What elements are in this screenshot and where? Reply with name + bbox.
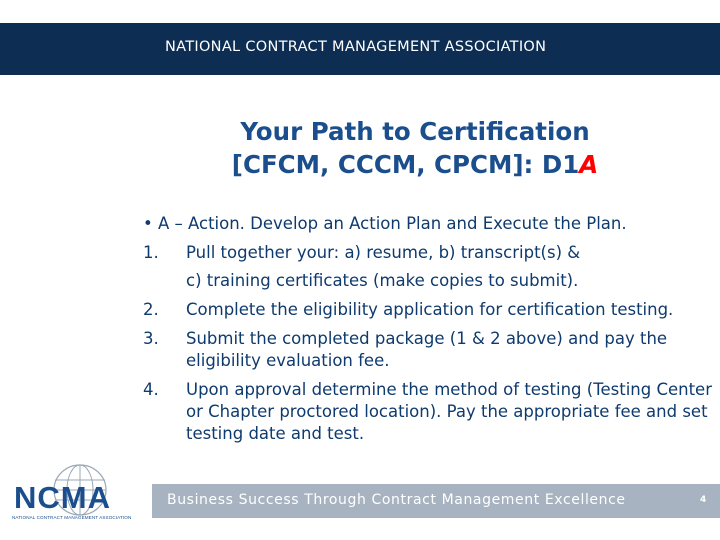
step-text: Submit the completed package (1 & 2 above) and pay the eligibility evaluation fee. (186, 329, 668, 370)
step-text: Complete the eligibility application for certification testing. (186, 300, 674, 319)
bullet-text: A – Action. Develop an Action Plan and Execute the Plan. (157, 214, 627, 233)
logo-wordmark: NCMA (14, 480, 111, 515)
slide-title (195, 115, 635, 181)
title-line-2 (195, 148, 635, 181)
bullet-item (143, 213, 718, 235)
step-item-4 (143, 379, 718, 445)
step-number: 3. (143, 329, 159, 348)
bullet-marker: • (143, 214, 153, 233)
step-item-3 (143, 328, 718, 372)
step-text-line: c) training certificates (make copies to submit). (186, 271, 579, 290)
step-text-line: Pull together your: a) resume, b) transcript(s) & (186, 243, 581, 262)
step-number: 1. (143, 243, 159, 262)
footer-tagline: Business Success Through Contract Management Excellence (167, 492, 626, 508)
step-number: 2. (143, 300, 159, 319)
step-item-2 (143, 299, 718, 321)
title-accent-letter: A (579, 150, 599, 179)
step-item-1-continued (143, 270, 718, 292)
organization-name: NATIONAL CONTRACT MANAGEMENT ASSOCIATION (165, 39, 547, 55)
title-line-2-text: [CFCM, CCCM, CPCM]: D1 (231, 150, 580, 179)
ncma-logo (8, 462, 148, 524)
step-text: Upon approval determine the method of testing (Testing Center or Chapter proctored location). Pay the appropriate fee and set testing date and test. (186, 380, 712, 443)
step-number: 4. (143, 380, 159, 399)
page-number: 4 (700, 495, 707, 505)
step-item-1 (143, 242, 718, 264)
title-line-1: Your Path to Certification (240, 117, 590, 146)
slide-body (143, 213, 718, 452)
logo-subtext: NATIONAL CONTRACT MANAGEMENT ASSOCIATION (12, 515, 132, 520)
